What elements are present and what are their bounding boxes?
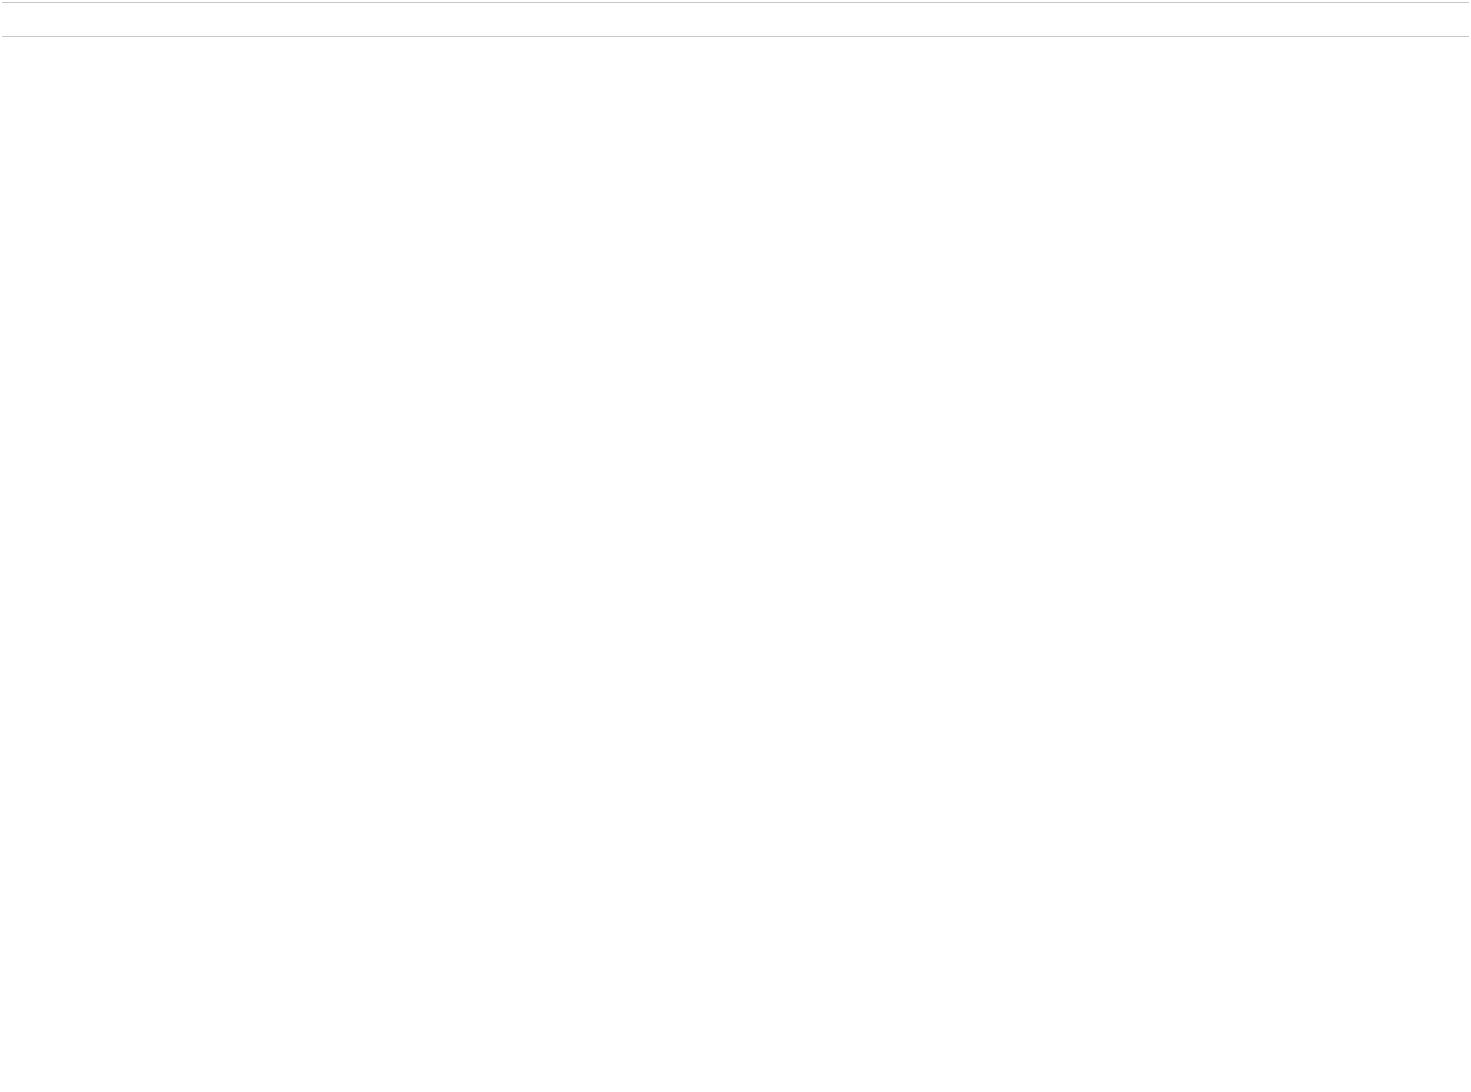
table-footnote <box>0 37 1470 46</box>
header-chemo <box>889 3 1151 37</box>
header-patients <box>170 3 305 37</box>
header-dose <box>690 3 889 37</box>
header-outcomes <box>1151 3 1469 37</box>
table-page <box>0 0 1471 46</box>
header-study <box>2 3 170 37</box>
table-header-row <box>2 3 1469 37</box>
header-targets <box>492 3 690 37</box>
header-disease <box>305 3 492 37</box>
tmi-studies-table <box>2 2 1469 37</box>
